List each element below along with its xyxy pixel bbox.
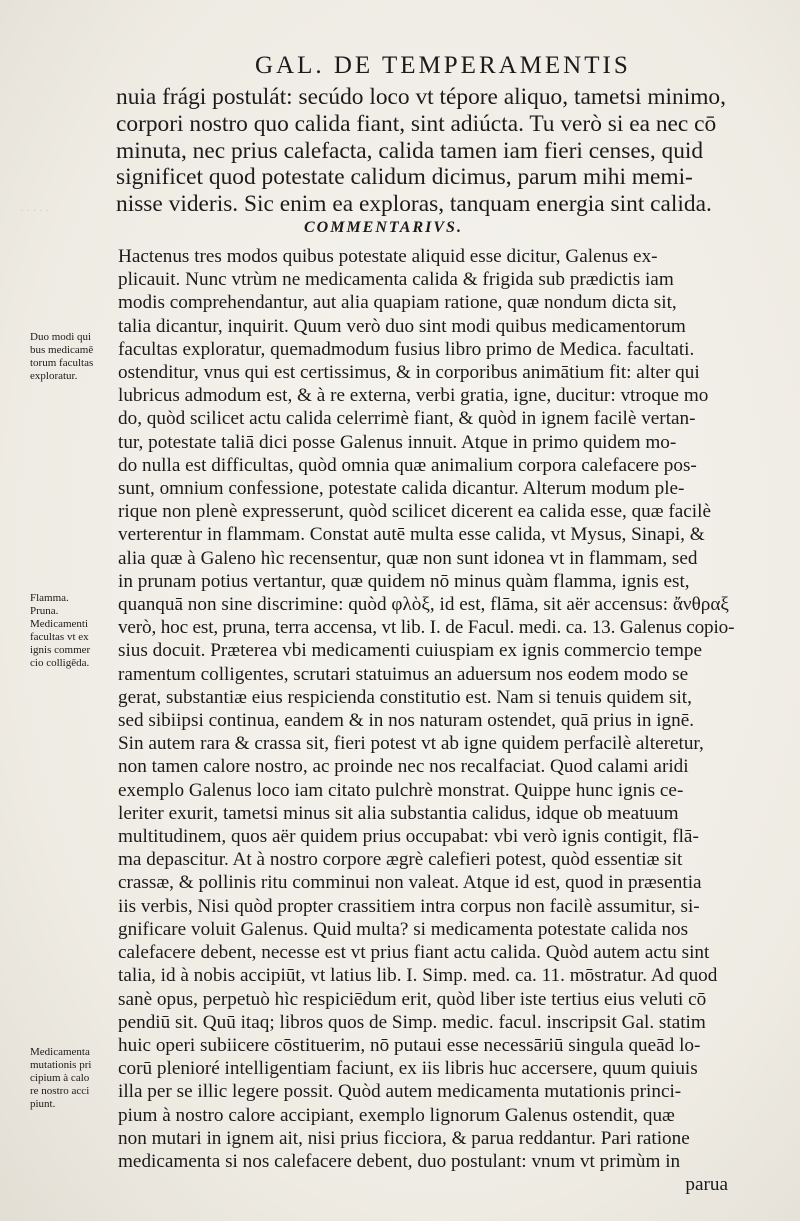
commentary-line: ostenditur, vnus qui est certissimus, & in corporibus animātium fit: alter qui [118,362,700,384]
commentary-line: Hactenus tres modos quibus potestate aliquid esse dicitur, Galenus ex- [118,246,658,267]
bleed-through-mark: · · · · · [20,205,50,217]
commentary-line: medicamenta si nos calefacere debent, duo postulant: vnum vt primùm in [118,1150,681,1172]
commentary-line: exemplo Galenus loco iam citato pulchrè monstrat. Quippe hunc ignis ce- [118,779,684,801]
margin-note-line: re nostro acci [30,1085,90,1097]
commentary-line: quanquā non sine discrimine: quòd φλὸξ, id est, flāma, sit aër accensus: ἄνθραξ [118,594,729,616]
commentary-line: huic operi subiicere cōstituerim, nō putaui esse necessāriū singula queād lo- [118,1034,701,1056]
commentary-heading: COMMENTARIVS. [304,218,463,236]
margin-note-line: piunt. [30,1098,56,1110]
commentary-line: verterentur in flammam. Constat autē multa esse calida, vt Mysus, Sinapi, & [118,524,705,546]
commentary-body [118,245,734,1196]
commentary-line: pium à nostro calore accipiant, exemplo lignorum Galenus ostendit, quæ [118,1104,675,1126]
commentary-line: talia dicantur, inquirit. Quum verò duo sint modi quibus medicamentorum [118,315,686,337]
margin-note-line: facultas vt ex [30,631,89,643]
commentary-line: plicauit. Nunc vtrùm ne medicamenta calida & frigida sub prædictis iam [118,269,674,291]
margin-note-line: torum facultas [30,357,94,369]
margin-note-line: Medicamenti [30,618,89,630]
margin-note-line: Pruna. [30,605,59,617]
text-line: nisse videris. Sic enim ea exploras, tanquam energia sint calida. [116,191,712,218]
catchword: parua [685,1174,728,1196]
commentary-line: non mutari in ignem ait, nisi prius ficciora, & parua reddantur. Pari ratione [118,1127,690,1149]
margin-note-line: bus medicamē [30,344,94,356]
commentary-line: calefacere debent, necesse est vt prius fiant actu calida. Quòd autem actu sint [118,942,710,964]
commentary-line: sius docuit. Præterea vbi medicamenti cuiuspiam ex ignis commercio tempe [118,640,703,662]
commentary-line: leriter exurit, tametsi minus sit alia substantia calidus, idque ob meatuum [118,802,679,824]
commentary-line: lubricus admodum est, & à re externa, verbi gratia, igne, ducitur: vtroque mo [118,385,709,407]
commentary-line: gerat, substantiæ eius respicienda constitutio est. Nam si tenuis quidem sit, [118,686,692,708]
margin-note-line: Duo modi qui [30,331,92,343]
margin-note-line: exploratur. [30,370,78,382]
galen-text [116,84,732,238]
text-line: minuta, nec prius calefacta, calida tamen iam fieri censes, quid [116,137,704,164]
commentary-line: do nulla est difficultas, quòd omnia quæ animalium corpora calefacere pos- [118,454,697,476]
commentary-line: corū plenioré intelligentiam faciunt, ex iis libris huc accersere, quum quiuis [118,1058,698,1080]
margin-note-line: Flamma. [30,592,69,604]
commentary-line: in prunam potius vertantur, quæ quidem nō minus quàm flamma, ignis est, [118,570,690,592]
margin-note-line: cipium à calo [30,1072,90,1084]
margin-note-line: mutationis pri [30,1059,92,1071]
text-line: significet quod potestate calidum dicimus, parum mihi memi- [116,164,693,191]
commentary-line: modis comprehendantur, aut alia quapiam ratione, quæ nondum dicta sit, [118,292,677,314]
commentary-line: multitudinem, quos aër quidem prius occupabat: vbi verò ignis contigit, flā- [118,826,699,848]
commentary-line: alia quæ à Galeno hìc recensentur, quæ non sunt idonea vt in flammam, sed [118,547,698,569]
commentary-line: sunt, omnium confessione, potestate calida dicantur. Alterum modum ple- [118,478,685,500]
commentary-line: Sin autem rara & crassa sit, fieri potest vt ab igne quidem perfacilè alteretur, [118,733,704,755]
commentary-line: verò, hoc est, pruna, terra accensa, vt lib. I. de Facul. medi. ca. 13. Galenus copio- [118,617,734,639]
commentary-line: non tamen calore nostro, ac proinde nec nos recalfaciat. Quod calami aridi [118,756,689,778]
commentary-line: do, quòd scilicet actu calida celerrimè fiant, & quòd in ignem facilè vertan- [118,408,696,430]
margin-note-flamma [30,592,116,670]
commentary-line: gnificare voluit Galenus. Quid multa? si medicamenta potestate calida nos [118,918,689,940]
commentary-line: facultas exploratur, quemadmodum fusius libro primo de Medica. facultati. [118,338,695,360]
commentary-line: talia, id à nobis accipiūt, vt latius lib. I. Simp. med. ca. 11. mōstratur. Ad quod [118,965,718,987]
text-line: corpori nostro quo calida fiant, sint adiúcta. Tu verò si ea nec cō [116,110,717,137]
commentary-line: iis verbis, Nisi quòd propter crassitiem intra corpus non facilè assumitur, si- [118,895,700,917]
text-line: nuia frági postulát: secúdo loco vt tépore aliquo, tametsi minimo, [116,84,726,110]
margin-note-duo-modi [30,331,116,383]
commentary-line: pendiū sit. Quū itaq; libros quos de Simp. medic. facul. inscripsit Gal. statim [118,1011,706,1033]
commentary-line: ramentum colligentes, scrutari statuimus an aduersum nos eodem modo se [118,663,689,685]
commentary-line: ma depascitur. At à nostro corpore ægrè calefieri potest, quòd essentiæ sit [118,849,683,871]
margin-note-line: Medicamenta [30,1046,90,1058]
commentary-line: sanè opus, perpetuò hìc respiciēdum erit, quòd liber iste tertius eius veluti cō [118,988,707,1010]
commentary-line: sed sibiipsi continua, eandem & in nos naturam ostendet, quā prius in ignē. [118,710,695,732]
running-header: GAL. DE TEMPERAMENTIS [255,52,631,79]
commentary-line: illa per se illic legere possit. Quòd autem medicamenta mutationis princi- [118,1081,682,1103]
margin-note-line: ignis commer [30,644,91,656]
margin-note-line: cio colligēda. [30,657,90,669]
commentary-line: tur, potestate taliā dici posse Galenus innuit. Atque in primo quidem mo- [118,431,677,453]
commentary-line: crassæ, & pollinis ritu comminui non valeat. Atque id est, quod in præsentia [118,872,702,894]
margin-note-medicamenta [30,1046,116,1111]
commentary-line: rique non plenè expresserunt, quòd scilicet dicerent ea calida esse, quæ facilè [118,501,711,523]
